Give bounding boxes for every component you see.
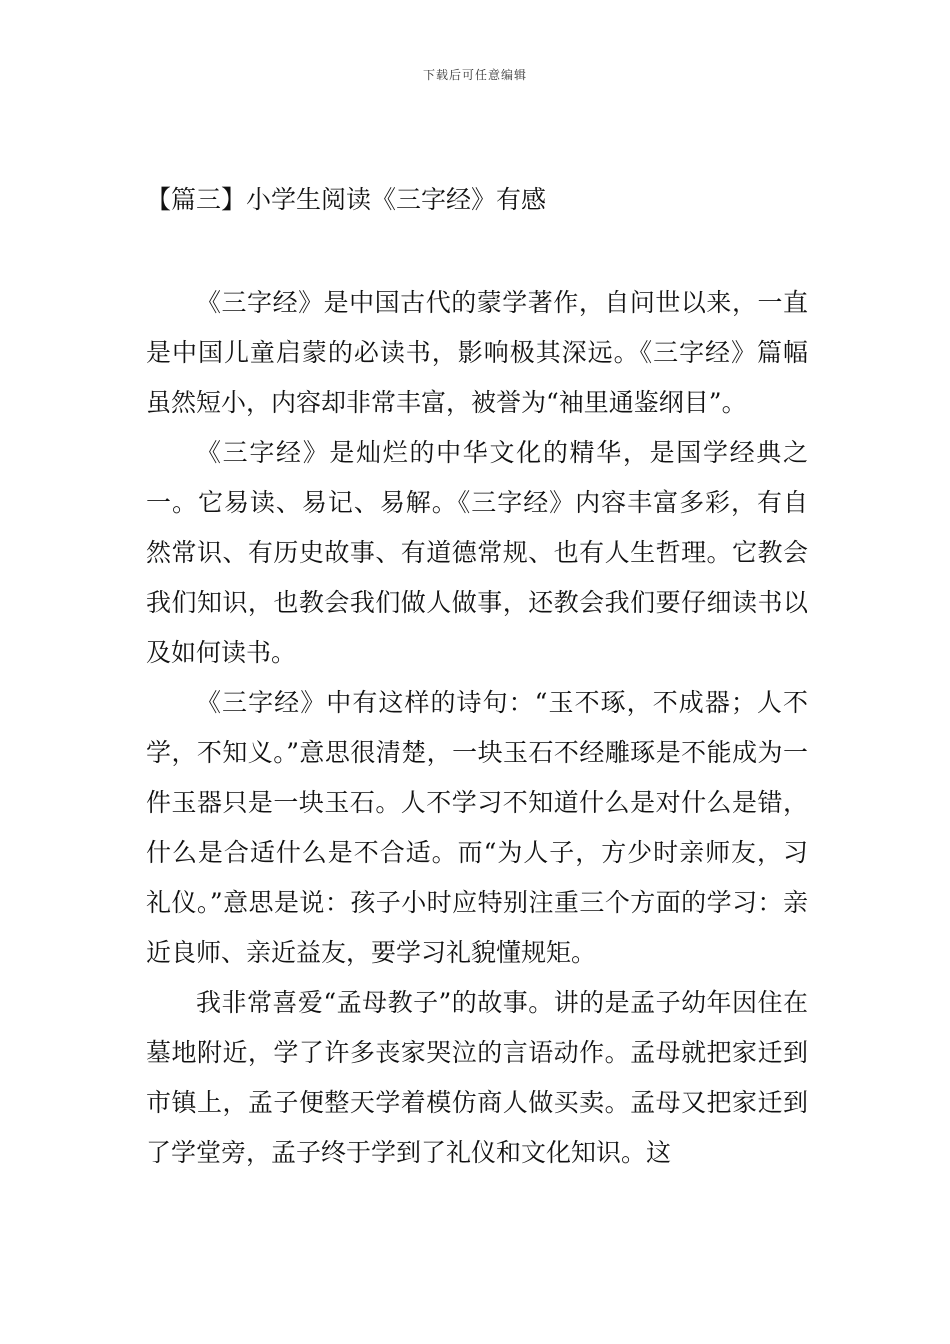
document-title: 【篇三】小学生阅读《三字经》有感 [146, 185, 547, 214]
header-note: 下载后可任意编辑 [422, 68, 527, 82]
paragraph-1: 《三字经》是中国古代的蒙学著作，自问世以来，一直是中国儿童启蒙的必读书，影响极其深远。《三字经》篇幅虽然短小，内容却非常丰富，被誉为“袖里通鉴纲目”。 [146, 288, 808, 417]
paragraph-3: 《三字经》中有这样的诗句：“玉不琢，不成器；人不学，不知义。”意思很清楚，一块玉石不经雕琢是不能成为一件玉器只是一块玉石。人不学习不知道什么是对什么是错，什么是合适什么是不合适。而“为人子，方少时亲师友，习礼仪。”意思是说：孩子小时应特别注重三个方面的学习：亲近良师、亲近益友，要学习礼貌懂规矩。 [146, 688, 808, 967]
document-body [146, 278, 808, 1178]
paragraph-4: 我非常喜爱“孟母教子”的故事。讲的是孟子幼年因住在墓地附近，学了许多丧家哭泣的言语动作。孟母就把家迁到市镇上，孟子便整天学着模仿商人做买卖。孟母又把家迁到了学堂旁，孟子终于学到了礼仪和文化知识。这 [146, 988, 808, 1167]
paragraph-2: 《三字经》是灿烂的中华文化的精华，是国学经典之一。它易读、易记、易解。《三字经》内容丰富多彩，有自然常识、有历史故事、有道德常规、也有人生哲理。它教会我们知识，也教会我们做人做事，还教会我们要仔细读书以及如何读书。 [146, 438, 808, 667]
